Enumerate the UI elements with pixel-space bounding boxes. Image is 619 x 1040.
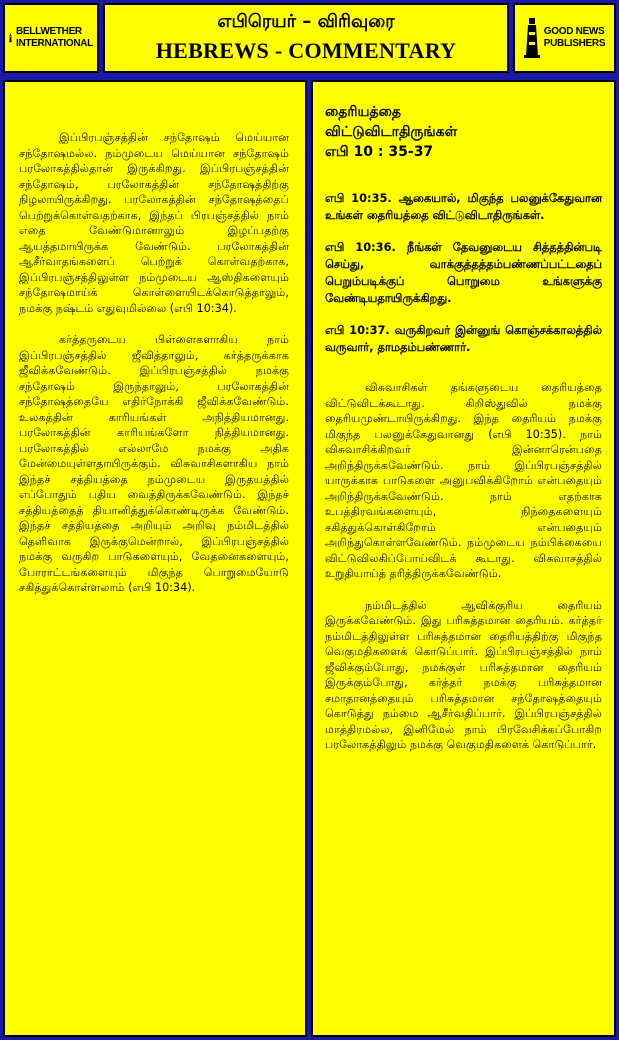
heading-reference: எபி 10 : 35-37 [325, 144, 434, 160]
right-paragraph: நம்மிடத்தில் ஆவிக்குரிய தைரியம் இருக்கவேண்டும். இது பரிசுத்தமான தைரியம். கர்த்தர் நம்மிடத்திலுள்ள பரிசுத்தமான தைரியத்திற்கு மிகுந்த வெகுமதிகளைக் கொடுப்பார். இப்பிரபஞ்சத்தில் நாம் ஜீவிக்கும்போது, நமக்குள் பரிசுத்தமான தைரியம் இருக்கும்போது, கர்த்தர் நமக்கு பரிசுத்தமான சமாதானத்தையும் பரிசுத்தமான சந்தோஷத்தையும் கொடுத்து நம்மை ஆசீர்வதிப்பார். இப்பிரபஞ்சத்தில் மாத்திரமல்ல, இனிமேல் நாம் பிரவேசிக்கப்போகிற பரலோகத்திலும் நமக்கு வெகுமதிகளைக் கொடுப்பார். [325, 598, 602, 751]
left-logo-line-1: BELLWETHER [15, 26, 82, 37]
verse-text: எபி 10:35. ஆகையால், மிகுந்த பலனுக்கேதுவான உங்கள் தைரியத்தை விட்டுவிடாதிருங்கள். [325, 191, 602, 222]
right-logo-line-2: PUBLISHERS [543, 38, 606, 49]
bellwether-logo [3, 3, 99, 73]
title-banner [103, 3, 509, 73]
title-tamil: எபிரெயர் – விரிவுரை [217, 11, 395, 32]
verse-text: எபி 10:37. வருகிறவர் இன்னுங் கொஞ்சக்காலத்தில் வருவார், தாமதம்பண்ணார். [325, 323, 602, 354]
left-paragraph: இப்பிரபஞ்சத்தின் சந்தோஷம் மெய்யான சந்தோஷமல்ல. நம்முடைய மெய்யான சந்தோஷம் பரலோகத்தில்தான் இருக்கிறது. இப்பிரபஞ்சத்தின் சந்தோஷம், பரலோகத்தின் சந்தோஷத்திற்கு நிழலாயிருக்கிறது. பரலோகத்தின் சந்தோஷத்தைப் பெற்றுக்கொள்வதற்காக, இந்தப் பிரபஞ்சத்தில் நாம் எதை வேண்டுமானாலும் இழப்பதற்கு ஆயத்தமாயிருக்க வேண்டும். பரலோகத்தின் ஆசீர்வாதங்களைப் பெற்றுக் கொள்வதற்காக, இப்பிரபஞ்சத்திலுள்ள நம்முடைய ஆஸ்திகளையும் சந்தோஷமாய்க் கொள்ளையிடக்கொடுத்தாலும், நமக்கு நஷ்டம் எதுவுமில்லை (எபி 10:34). [19, 131, 289, 315]
left-paragraph: கர்த்தருடைய பிள்ளைகளாகிய நாம் இப்பிரபஞ்சத்தில் ஜீவித்தாலும், கர்த்தருக்காக ஜீவிக்கவேண்டும். இப்பிரபஞ்சத்தில் நமக்கு சந்தோஷம் இருந்தாலும், பரலோகத்தின் சந்தோஷத்தையே எதிர்நோக்கி ஜீவிக்கவேண்டும். உலகத்தின் காரியங்கள் அநித்தியமானது. பரலோகத்தின் காரியங்களோ நித்தியமானது. பரலோகத்தில் எல்லாமே நமக்கு அதிக மேன்மையுள்ளதாயிருக்கும். விசுவாசிகளாகிய நாம் இந்தச் சத்தியத்தை நம்முடைய இருதயத்தில் எப்போதும் பதிய வைத்திருக்கவேண்டும். இந்தச் சத்தியத்தைத் தியானித்துக்கொண்டிருக்க வேண்டும். இந்தச் சத்தியத்தை அறியும் அறிவு நம்மிடத்தில் தெளிவாக இருக்குமென்றால், இப்பிரபஞ்சத்தில் நமக்கு வருகிற பாடுகளையும், வேதனைகளையும், போராட்டங்களையும் மிகுந்த பொறுமையோடு சகித்துக்கொள்ளலாம் (எபி 10:34). [19, 333, 289, 594]
right-logo-line-1: GOOD NEWS [543, 26, 605, 37]
good-news-logo [513, 3, 616, 73]
verse-text: எபி 10:36. நீங்கள் தேவனுடைய சித்தத்தின்படி செய்து, வாக்குத்தத்தம்பண்ணப்பட்டதைப் பெறும்படிக்குப் பொறுமை உங்களுக்கு வேண்டியதாயிருக்கிறது. [325, 240, 602, 305]
right-column [311, 80, 616, 1037]
heading-line: விட்டுவிடாதிருங்கள் [325, 124, 458, 140]
heading-line: தைரியத்தை [325, 104, 401, 120]
left-logo-line-2: INTERNATIONAL [15, 38, 93, 49]
section-heading [325, 102, 602, 162]
right-paragraph: விசுவாசிகள் தங்களுடைய தைரியத்தை விட்டுவிடக்கூடாது. கிறிஸ்துவில் நமக்கு தைரியமுண்டாயிருக்கிறது. இந்த தைரியம் நமக்கு மிகுந்த பலனுக்கேதுவானது (எபி 10:35). நாம் விசுவாசிக்கிறவர் இன்னாரென்பதை அறிந்திருக்கவேண்டும். நாம் இப்பிரபஞ்சத்தில் யாருக்காக பாடுகளை அனுபவிக்கிறோம் என்பதையும் அறிந்திருக்கவேண்டும். நாம் எதற்காக உபத்திரவங்களையும், நிந்தைகளையும் சகித்துக்கொள்கிறோம் என்பதையும் அறிந்துகொள்ளவேண்டும். நம்முடைய நம்பிக்கையை விட்டுவிலகிப்போய்விடக் கூடாது. விசுவாசத்தில் உறுதியாய்த் தரித்திருக்கவேண்டும். [325, 381, 602, 580]
lighthouse-icon [524, 18, 540, 58]
left-column [3, 80, 307, 1037]
title-english: HEBREWS - COMMENTARY [155, 38, 457, 63]
tower-icon [9, 18, 12, 58]
